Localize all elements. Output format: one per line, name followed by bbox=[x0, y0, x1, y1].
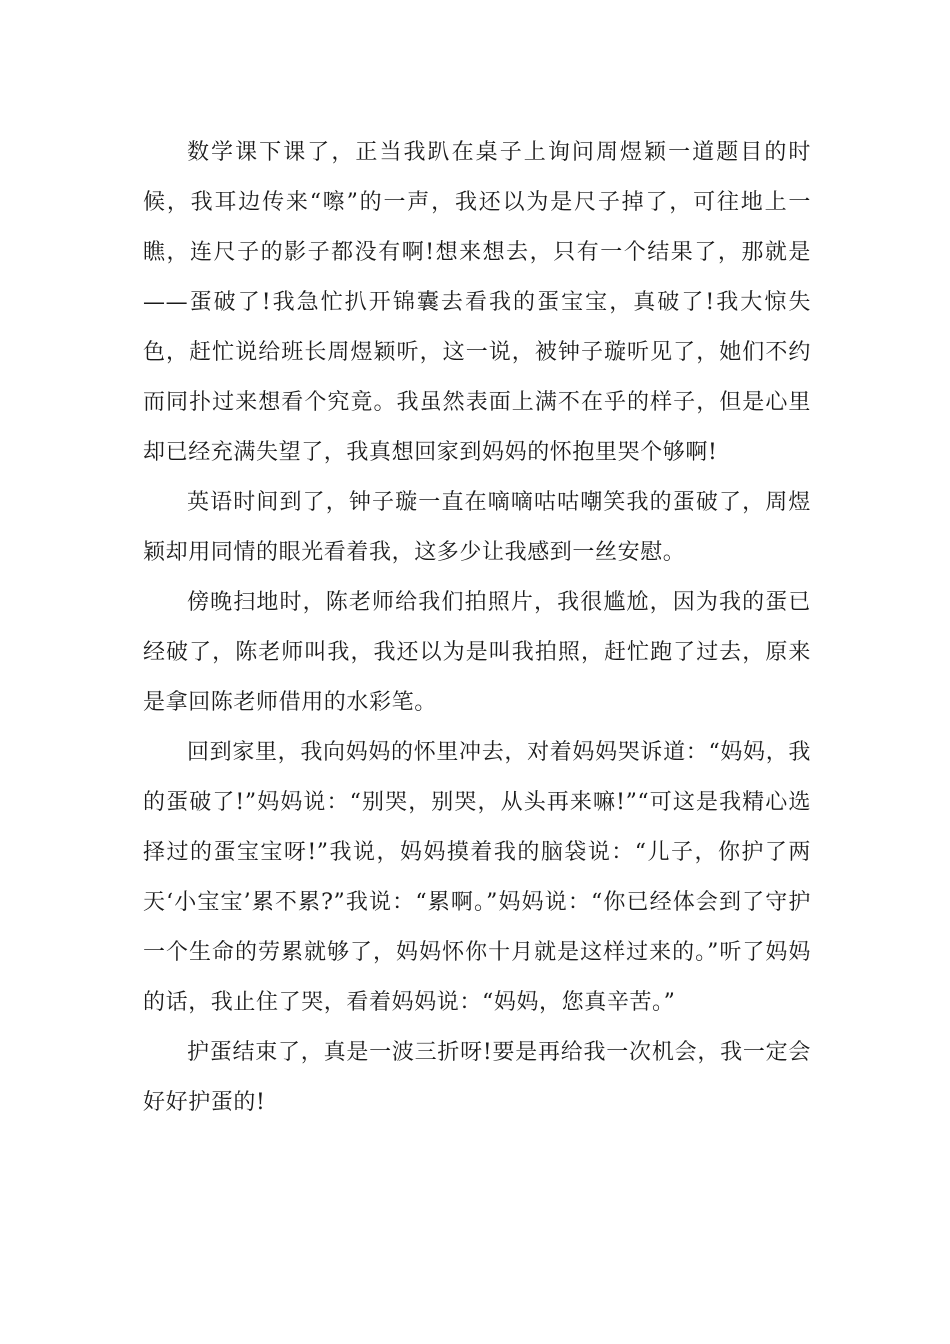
paragraph-5: 护蛋结束了，真是一波三折呀!要是再给我一次机会，我一定会好好护蛋的! bbox=[143, 1040, 811, 1115]
paragraph-3: 傍晚扫地时，陈老师给我们拍照片，我很尴尬，因为我的蛋已经破了，陈老师叫我，我还以为是叫我拍照，赶忙跑了过去，原来是拿回陈老师借用的水彩笔。 bbox=[143, 590, 811, 715]
paragraph-1: 数学课下课了，正当我趴在桌子上询问周煜颖一道题目的时候，我耳边传来“嚓”的一声，我还以为是尺子掉了，可往地上一瞧，连尺子的影子都没有啊!想来想去，只有一个结果了，那就是——蛋破了!我急忙扒开锦囊去看我的蛋宝宝，真破了!我大惊失色，赶忙说给班长周煜颖听，这一说，被钟子璇听见了，她们不约而同扑过来想看个究竟。我虽然表面上满不在乎的样子，但是心里却已经充满失望了，我真想回家到妈妈的怀抱里哭个够啊! bbox=[143, 140, 811, 465]
paragraph-4: 回到家里，我向妈妈的怀里冲去，对着妈妈哭诉道：“妈妈，我的蛋破了!”妈妈说：“别哭，别哭，从头再来嘛!”“可这是我精心选择过的蛋宝宝呀!”我说，妈妈摸着我的脑袋说：“儿子，你护了两天‘小宝宝’累不累?”我说：“累啊。”妈妈说：“你已经体会到了守护一个生命的劳累就够了，妈妈怀你十月就是这样过来的。”听了妈妈的话，我止住了哭，看着妈妈说：“妈妈，您真辛苦。” bbox=[143, 740, 811, 1015]
essay-body bbox=[143, 128, 811, 1128]
paragraph-2: 英语时间到了，钟子璇一直在嘀嘀咕咕嘲笑我的蛋破了，周煜颖却用同情的眼光看着我，这多少让我感到一丝安慰。 bbox=[143, 490, 811, 565]
